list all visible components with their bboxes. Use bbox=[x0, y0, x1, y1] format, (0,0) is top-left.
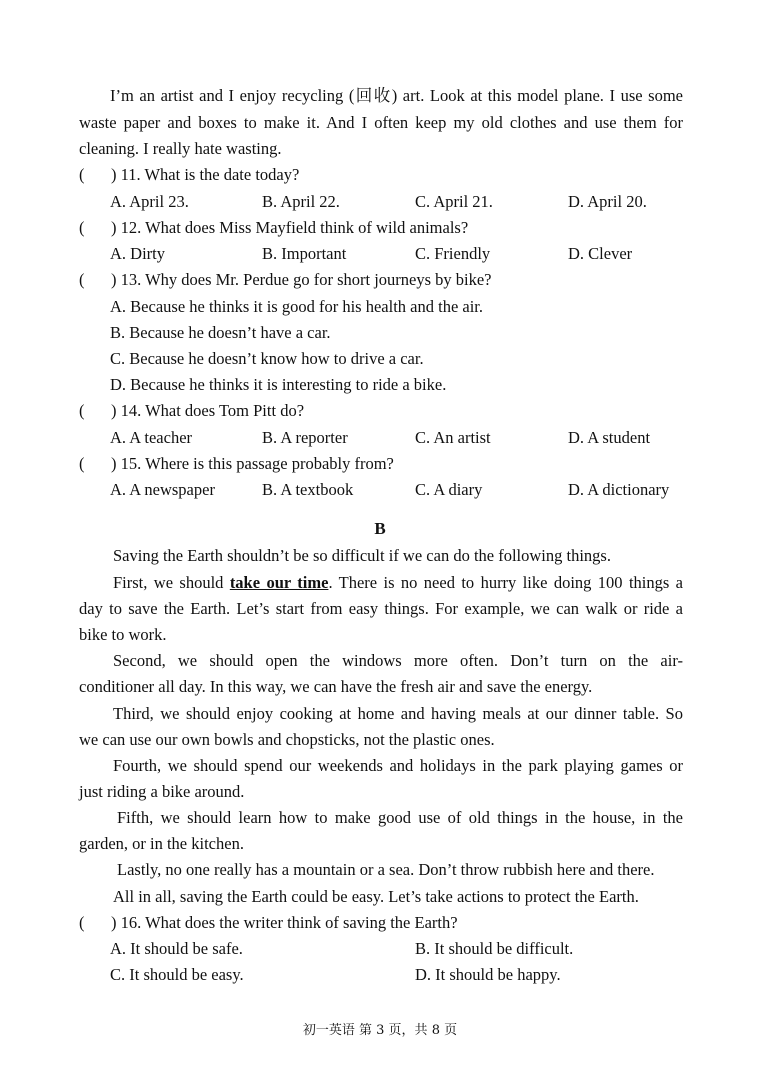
q11-option-b: B. April 22. bbox=[262, 192, 340, 211]
q11-option-a: A. April 23. bbox=[110, 192, 189, 211]
answer-blank[interactable]: ( bbox=[79, 401, 85, 420]
passage-a-line-3: cleaning. I really hate wasting. bbox=[79, 139, 282, 158]
q14-option-d: D. A student bbox=[568, 428, 651, 447]
section-b-p2-line-3: bike to work. bbox=[79, 625, 167, 644]
q12-option-b: B. Important bbox=[262, 244, 347, 263]
section-b-title: B bbox=[374, 519, 386, 538]
q12-option-c: C. Friendly bbox=[415, 244, 491, 263]
page-footer: 初一英语 第 3 页，共 8 页 bbox=[302, 1023, 458, 1038]
take-our-time-phrase: take our time bbox=[229, 573, 329, 592]
section-b-p4-line-2: we can use our own bowls and chopsticks, not the plastic ones. bbox=[79, 730, 495, 749]
q15-option-c: C. A diary bbox=[415, 480, 483, 499]
answer-blank[interactable]: ( bbox=[79, 218, 85, 237]
q15-option-a: A. A newspaper bbox=[110, 480, 215, 499]
section-b-p2-line-2: day to save the Earth. Let’s start from easy things. For example, we can walk or ride a bbox=[79, 599, 683, 618]
answer-blank[interactable]: ( bbox=[79, 270, 85, 289]
section-b-p5-line-1: Fourth, we should spend our weekends and holidays in the park playing games or bbox=[113, 756, 683, 775]
q16-option-b: B. It should be difficult. bbox=[415, 939, 574, 958]
q16-option-a: A. It should be safe. bbox=[110, 939, 243, 958]
passage-a-line-1: I’m an artist and I enjoy recycling (回收) art. Look at this model plane. I use some bbox=[110, 86, 683, 105]
section-b-p8: All in all, saving the Earth could be easy. Let’s take actions to protect the Earth. bbox=[113, 887, 639, 906]
q13-option-d: D. Because he thinks it is interesting to ride a bike. bbox=[110, 375, 447, 394]
q13-option-b: B. Because he doesn’t have a car. bbox=[110, 323, 331, 342]
q11-option-c: C. April 21. bbox=[415, 192, 493, 211]
q16-option-d: D. It should be happy. bbox=[415, 965, 561, 984]
q11-option-d: D. April 20. bbox=[568, 192, 647, 211]
q12-option-a: A. Dirty bbox=[110, 244, 165, 263]
passage-a-line-2: waste paper and boxes to make it. And I often keep my old clothes and use them for bbox=[79, 113, 683, 132]
q13-option-a: A. Because he thinks it is good for his health and the air. bbox=[110, 297, 484, 316]
section-b-p6-line-1: Fifth, we should learn how to make good use of old things in the house, in the bbox=[117, 808, 683, 827]
section-b-p3-line-2: conditioner all day. In this way, we can have the fresh air and save the energy. bbox=[79, 677, 593, 696]
answer-blank[interactable]: ( bbox=[79, 454, 85, 473]
q16-option-c: C. It should be easy. bbox=[110, 965, 244, 984]
q15-option-b: B. A textbook bbox=[262, 480, 354, 499]
exam-page: I’m an artist and I enjoy recycling (回收) art. Look at this model plane. I use some waste paper and boxes to make it. And I often keep my old clothes and use them for cleaning. I really hate wasting. ( ) 11. What is the date today? A. April 23. B. April 22. C. April 21. D. April 20. ( ) 12. What does Miss Mayfield think of wild animals? A. Dirty B. Important C. Friendly D. Clever ( ) 13. Why does Mr. Perdue go for short journeys by bike? A. Because he thinks it is good for his health and the air. B. Because he doesn’t have a car. C. Because he doesn’t know how to drive a car. D. Because he thinks it is interesting to ride a bike. ( ) 14. What does Tom Pitt do? A. A teacher B. A reporter C. An artist D. A student ( ) 15. Where is this passage probably from? A. A newspaper B. A textbook C. A diary D. A dictionary B Saving the Earth shouldn’t be so difficult if we can do the following things. First, we should take our time. There is no need to hurry like doing 100 things a day to save the Earth. Let’s start from easy things. For example, we can walk or ride a bike to work. Second, we should open the windows more often. Don’t turn on the air- conditioner all day. In this way, we can have the fresh air and save the energy. Third, we should enjoy cooking at home and having meals at our dinner table. So we can use our own bowls and chopsticks, not the plastic ones. Fourth, we should spend our weekends and holidays in the park playing games or just riding a bike around. Fifth, we should learn how to make good use of old things in the house, in the garden, or in the kitchen. Lastly, no one really has a mountain or a sea. Don’t throw rubbish here and there. All in all, saving the Earth could be easy. Let’s take actions to protect the Earth. ( ) 16. What does the writer think of saving the Earth? A. It should be safe. B. It should be difficult. C. It should be easy. D. It should be happy. 初一英语 第 3 页，共 8 页 bbox=[0, 0, 760, 1074]
q12-option-d: D. Clever bbox=[568, 244, 633, 263]
section-b-p7: Lastly, no one really has a mountain or a sea. Don’t throw rubbish here and there. bbox=[117, 860, 655, 879]
section-b-p3-line-1: Second, we should open the windows more often. Don’t turn on the air- bbox=[113, 651, 683, 670]
section-b-p1: Saving the Earth shouldn’t be so difficult if we can do the following things. bbox=[113, 546, 611, 565]
q15-option-d: D. A dictionary bbox=[568, 480, 670, 499]
answer-blank[interactable]: ( bbox=[79, 165, 85, 184]
section-b-p6-line-2: garden, or in the kitchen. bbox=[79, 834, 244, 853]
q13-option-c: C. Because he doesn’t know how to drive a car. bbox=[110, 349, 424, 368]
q14-option-b: B. A reporter bbox=[262, 428, 348, 447]
q14-option-a: A. A teacher bbox=[110, 428, 193, 447]
section-b-p2-line-1: First, we should take our time. There is no need to hurry like doing 100 things a bbox=[113, 573, 683, 592]
section-b-p4-line-1: Third, we should enjoy cooking at home and having meals at our dinner table. So bbox=[113, 704, 683, 723]
q14-option-c: C. An artist bbox=[415, 428, 491, 447]
answer-blank[interactable]: ( bbox=[79, 913, 85, 932]
section-b-p5-line-2: just riding a bike around. bbox=[79, 782, 245, 801]
